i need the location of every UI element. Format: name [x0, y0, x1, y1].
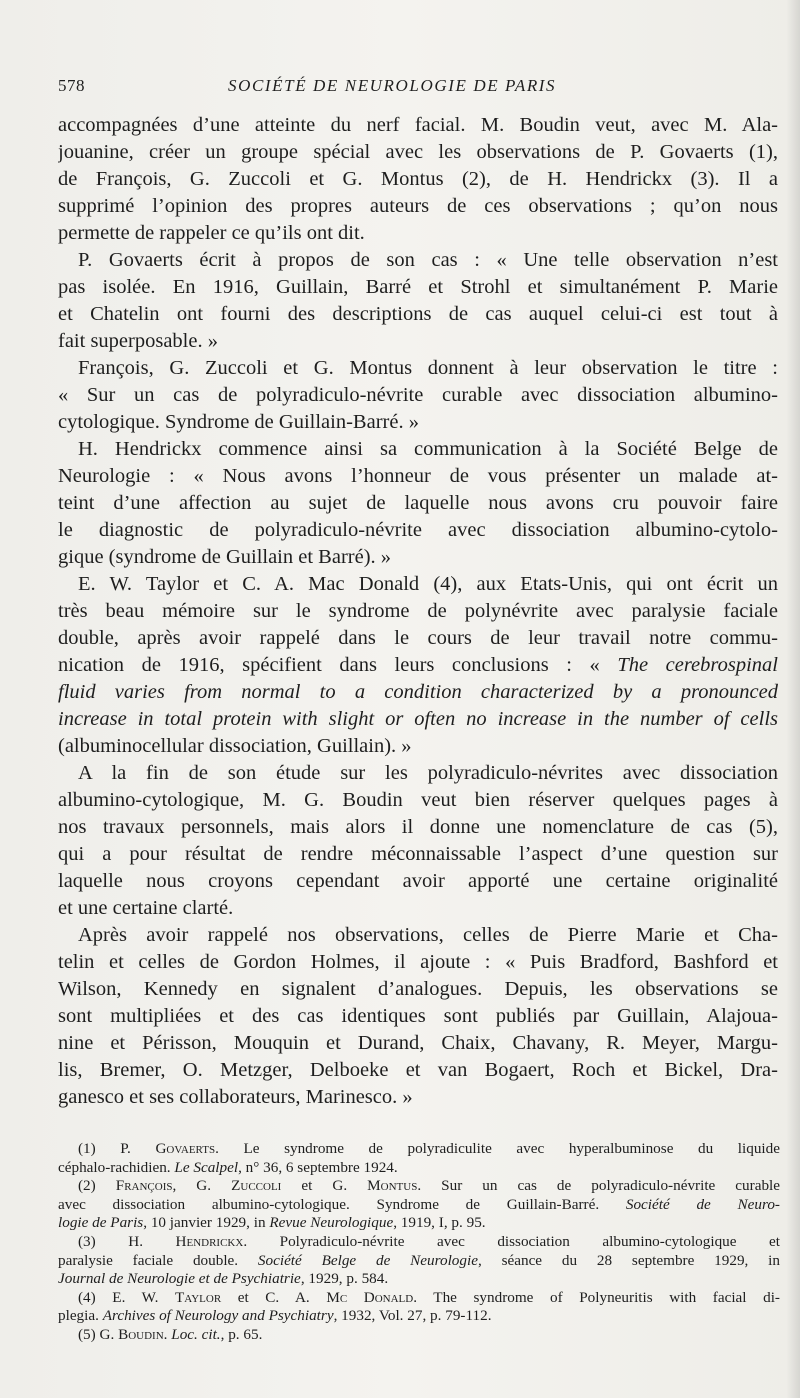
text-line: albumino-cytologique, M. G. Boudin veut bien réserver quelques pages à [58, 789, 778, 811]
text-line: Après avoir rappelé nos observations, celles de Pierre Marie et Cha- [78, 924, 778, 946]
fn-author: Zuccoli [231, 1177, 282, 1195]
fn-author: Mc Donald [326, 1288, 414, 1306]
text-line: Wilson, Kennedy en signalent d’analogues. Depuis, les observations se [58, 978, 778, 1000]
footnote-line [58, 1270, 780, 1289]
fn-author: Hendrickx [175, 1232, 244, 1250]
fn-source: Société Belge de Neurologie [257, 1251, 478, 1269]
footnote-line [58, 1177, 780, 1196]
fn-text: , G. [172, 1177, 232, 1195]
fn-text: plegia. [58, 1307, 103, 1325]
text-line: et une certaine clarté. [58, 897, 234, 919]
fn-source: logie de Paris [58, 1214, 144, 1232]
text-line-mixed [58, 652, 778, 679]
fn-text: (2) [78, 1177, 116, 1195]
footnote-line [58, 1140, 780, 1159]
quoted-english-text: fluid varies from normal to a condition characterized by a pronounced [58, 681, 778, 703]
fn-source: Revue Neurologique [269, 1214, 394, 1232]
footnote-line [58, 1214, 780, 1233]
footnotes [58, 1140, 780, 1345]
text-line: nine et Périsson, Mouquin et Durand, Chaix, Chavany, R. Meyer, Margu- [58, 1032, 778, 1054]
text-line: telin et celles de Gordon Holmes, il ajoute : « Puis Bradford, Bashford et [58, 951, 778, 973]
body-text [58, 112, 778, 1111]
fn-text: paralysie faciale double. [58, 1251, 258, 1269]
footnote-line [58, 1307, 780, 1326]
footnote-line [58, 1289, 780, 1308]
fn-text: . Sur un cas de polyradiculo-névrite curable [417, 1177, 780, 1195]
fn-text: , p. 65. [220, 1325, 263, 1343]
fn-author: Govaerts [155, 1140, 216, 1157]
text-line: pas isolée. En 1916, Guillain, Barré et Strohl et simultanément P. Marie [58, 276, 778, 298]
text-line: permette de rappeler ce qu’ils ont dit. [58, 222, 365, 244]
fn-text: . Polyradiculo-névrite avec dissociation albumino-cytologique et [243, 1232, 780, 1250]
footnote-line [58, 1233, 780, 1252]
fn-text: (4) E. W. [78, 1288, 175, 1306]
text-line: François, G. Zuccoli et G. Montus donnent à leur observation le titre : [78, 357, 778, 379]
quoted-english-text: The cerebrospinal [617, 654, 778, 676]
text-line: (albuminocellular dissociation, Guillain). » [58, 735, 412, 757]
fn-text: et C. A. [221, 1288, 327, 1306]
text-line: teint d’une affection au sujet de laquelle nous avons cru pouvoir faire [58, 492, 778, 514]
fn-text: , 1919, I, p. 95. [393, 1214, 486, 1232]
text-line: de François, G. Zuccoli et G. Montus (2), de H. Hendrickx (3). Il a [58, 168, 778, 190]
text-line: « Sur un cas de polyradiculo-névrite curable avec dissociation albumino- [58, 384, 778, 406]
fn-text: et G. [281, 1177, 368, 1195]
text-line: lis, Bremer, O. Metzger, Delboeke et van Bogaert, Roch et Bickel, Dra- [58, 1059, 778, 1081]
text-line: jouanine, créer un groupe spécial avec les observations de P. Govaerts (1), [58, 141, 778, 163]
text-line: sont multipliées et des cas identiques sont publiés par Guillain, Alajoua- [58, 1005, 778, 1027]
text-line: ganesco et ses collaborateurs, Marinesco. » [58, 1086, 413, 1108]
text-line: Neurologie : « Nous avons l’honneur de vous présenter un malade at- [58, 465, 778, 487]
fn-source: Société de Neuro- [625, 1195, 780, 1213]
fn-text: , 1929, p. 584. [300, 1270, 389, 1288]
text-line: le diagnostic de polyradiculo-névrite avec dissociation albumino-cytolo- [58, 519, 778, 541]
text-line: P. Govaerts écrit à propos de son cas : « Une telle observation n’est [78, 249, 778, 271]
fn-author: Montus [367, 1177, 418, 1195]
fn-source: Le Scalpel [174, 1158, 239, 1176]
fn-text: . [163, 1325, 172, 1343]
fn-text: , n° 36, 6 septembre 1924. [238, 1158, 398, 1176]
footnote-line [58, 1196, 780, 1215]
fn-source: Loc. cit. [171, 1325, 221, 1343]
footnote-line [58, 1252, 780, 1271]
page-number: 578 [58, 76, 85, 95]
fn-text: , 10 janvier 1929, in [143, 1214, 270, 1232]
text-line: nos travaux personnels, mais alors il donne une nomenclature de cas (5), [58, 816, 778, 838]
fn-text: . Le syndrome de polyradiculite avec hyperalbuminose du liquide [215, 1140, 780, 1157]
page-edge-shadow [786, 0, 800, 1398]
text-line: cytologique. Syndrome de Guillain-Barré. » [58, 411, 419, 433]
text-line: accompagnées d’une atteinte du nerf facial. M. Boudin veut, avec M. Ala- [58, 114, 778, 136]
text-line: qui a pour résultat de rendre méconnaissable l’aspect d’une question sur [58, 843, 778, 865]
fn-text: . The syndrome of Polyneuritis with facial di- [413, 1288, 780, 1306]
fn-text: (5) G. [78, 1325, 119, 1343]
text-line: H. Hendrickx commence ainsi sa communication à la Société Belge de [78, 438, 778, 460]
running-head [58, 76, 778, 100]
text-line: supprimé l’opinion des propres auteurs de ces observations ; qu’on nous [58, 195, 778, 217]
journal-title: SOCIÉTÉ DE NEUROLOGIE DE PARIS [228, 76, 557, 95]
fn-source: Archives of Neurology and Psychiatry [102, 1307, 334, 1325]
text-line: et Chatelin ont fourni des descriptions de cas auquel celui-ci est tout à [58, 303, 778, 325]
quoted-english-text: increase in total protein with slight or often no increase in the number of cells [58, 708, 778, 730]
fn-author: François [115, 1177, 173, 1195]
footnote-line [58, 1326, 780, 1345]
fn-text: céphalo-rachidien. [58, 1158, 175, 1176]
text-line: A la fin de son étude sur les polyradiculo-névrites avec dissociation [78, 762, 778, 784]
fn-text: , 1932, Vol. 27, p. 79-112. [333, 1307, 492, 1325]
text-line: double, après avoir rappelé dans le cours de leur travail notre commu- [58, 627, 778, 649]
text-line: gique (syndrome de Guillain et Barré). » [58, 546, 392, 568]
fn-source: Journal de Neurologie et de Psychiatrie [58, 1270, 301, 1288]
fn-text: avec dissociation albumino-cytologique. Syndrome de Guillain-Barré. [58, 1195, 626, 1213]
text-segment: nication de 1916, spécifient dans leurs conclusions : « [58, 654, 600, 676]
fn-author: Boudin [118, 1325, 164, 1343]
text-line: fait superposable. » [58, 330, 218, 352]
text-line: très beau mémoire sur le syndrome de polynévrite avec paralysie faciale [58, 600, 778, 622]
fn-text: , séance du 28 septembre 1929, in [477, 1251, 780, 1269]
footnote-line [58, 1159, 780, 1178]
text-line: E. W. Taylor et C. A. Mac Donald (4), aux Etats-Unis, qui ont écrit un [78, 573, 778, 595]
fn-text: (1) P. [78, 1140, 156, 1157]
fn-text: (3) H. [78, 1232, 176, 1250]
fn-author: Taylor [175, 1288, 222, 1306]
text-line: laquelle nous croyons cependant avoir apporté une certaine originalité [58, 870, 778, 892]
